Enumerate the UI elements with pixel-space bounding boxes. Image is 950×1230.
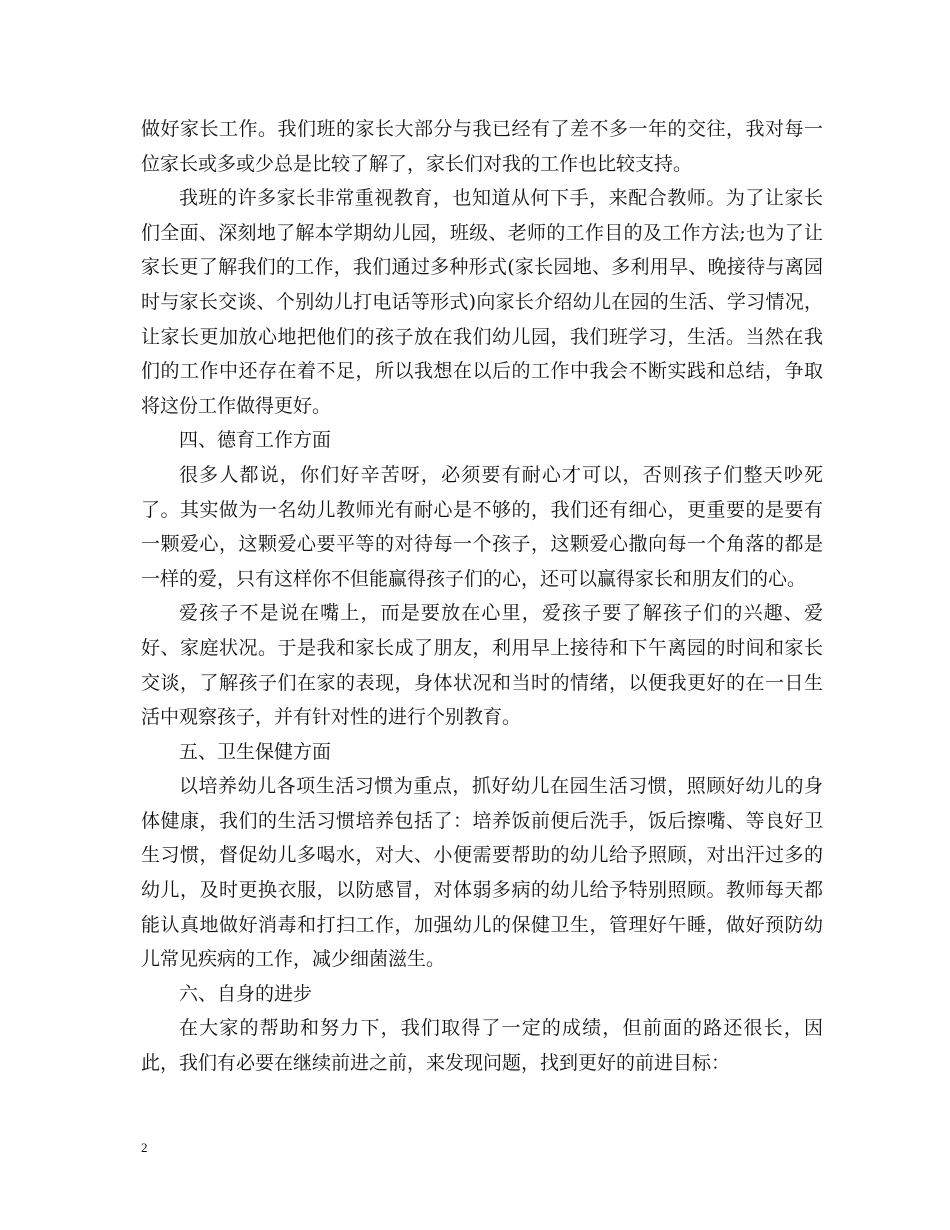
document-body (141, 112, 823, 1081)
paragraph-understanding-children: 爱孩子不是说在嘴上，而是要放在心里，爱孩子要了解孩子们的兴趣、爱好、家庭状况。于是我和家长成了朋友，利用早上接待和下午离园的时间和家长交谈，了解孩子们在家的表现，身体状况和当时的情绪，以便我更好的在一日生活中观察孩子，并有针对性的进行个别教育。 (141, 602, 823, 729)
paragraph-hygiene-habits: 以培养幼儿各项生活习惯为重点，抓好幼儿在园生活习惯，照顾好幼儿的身体健康，我们的生活习惯培养包括了：培养饭前便后洗手，饭后擦嘴、等良好卫生习惯，督促幼儿多喝水，对大、小便需要帮助的幼儿给予照顾，对出汗过多的幼儿，及时更换衣服，以防感冒，对体弱多病的幼儿给予特别照顾。教师每天都能认真地做好消毒和打扫工作，加强幼儿的保健卫生，管理好午睡，做好预防幼儿常见疾病的工作，减少细菌滋生。 (141, 775, 823, 971)
section-heading-health-care: 五、卫生保健方面 (179, 740, 332, 763)
section-heading-moral-education: 四、德育工作方面 (179, 429, 332, 452)
paragraph-parent-work-continued: 做好家长工作。我们班的家长大部分与我已经有了差不多一年的交往，我对每一位家长或多或少总是比较了解了，家长们对我的工作也比较支持。 (141, 118, 823, 175)
paragraph-patience-and-love: 很多人都说，你们好辛苦呀，必须要有耐心才可以，否则孩子们整天吵死了。其实做为一名幼儿教师光有耐心是不够的，我们还有细心，更重要的是要有一颗爱心，这颗爱心要平等的对待每一个孩子，这颗爱心撒向每一个角落的都是一样的爱，只有这样你不但能赢得孩子们的心，还可以赢得家长和朋友们的心。 (141, 463, 823, 590)
paragraph-future-goals: 在大家的帮助和努力下，我们取得了一定的成绩，但前面的路还很长，因此，我们有必要在继续前进之前，来发现问题，找到更好的前进目标： (141, 1017, 823, 1075)
page-number: 2 (141, 1140, 148, 1155)
paragraph-parent-communication: 我班的许多家长非常重视教育，也知道从何下手，来配合教师。为了让家长们全面、深刻地了解本学期幼儿园，班级、老师的工作目的及工作方法;也为了让家长更了解我们的工作，我们通过多种形式(家长园地、多利用早、晚接待与离园时与家长交谈、个别幼儿打电话等形式)向家长介绍幼儿在园的生活、学习情况，让家长更加放心地把他们的孩子放在我们幼儿园，我们班学习，生活。当然在我们的工作中还存在着不足，所以我想在以后的工作中我会不断实践和总结，争取将这份工作做得更好。 (141, 187, 823, 417)
section-heading-self-improvement: 六、自身的进步 (179, 982, 313, 1005)
